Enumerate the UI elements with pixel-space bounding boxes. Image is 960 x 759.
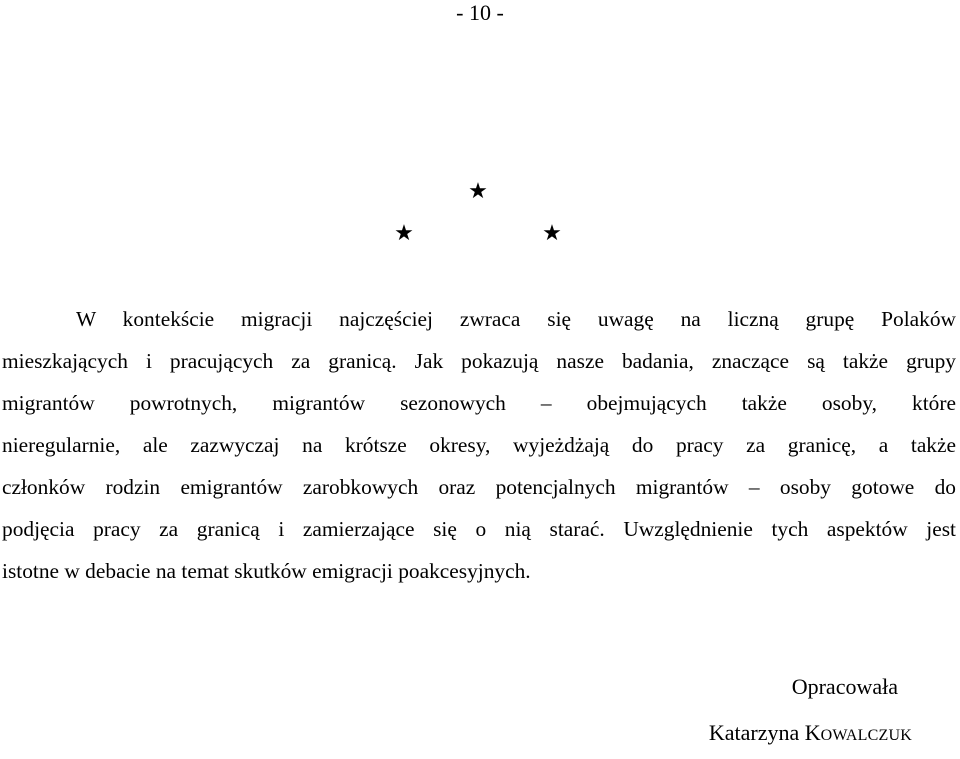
page-number: - 10 - (456, 0, 504, 25)
paragraph-line: członków rodzin emigrantów zarobkowych oraz potencjalnych migrantów – osoby gotowe do (2, 475, 956, 499)
star-ornament-top: ★ (468, 178, 488, 203)
star-ornament-left: ★ (394, 220, 414, 245)
paragraph-line: nieregularnie, ale zazwyczaj na krótsze okresy, wyjeżdżają do pracy za granicę, a także (2, 433, 956, 457)
author-name (709, 710, 912, 759)
paragraph-line: W kontekście migracji najczęściej zwraca się uwagę na liczną grupę Polaków (76, 307, 956, 331)
paragraph-line: mieszkających i pracujących za granicą. Jak pokazują nasze badania, znaczące są także grupy (2, 349, 956, 373)
author-role: Opracowała (791, 674, 898, 699)
author-surname-initial: K (804, 720, 821, 745)
author-first-name: Katarzyna (708, 720, 800, 745)
star-ornament-right: ★ (542, 220, 562, 245)
author-surname-rest: OWALCZUK (820, 727, 912, 744)
body-paragraph (2, 298, 956, 592)
signature-block (709, 664, 912, 759)
paragraph-line: migrantów powrotnych, migrantów sezonowych – obejmujących także osoby, które (2, 391, 956, 415)
paragraph-line: podjęcia pracy za granicą i zamierzające się o nią starać. Uwzględnienie tych aspektów jest (2, 517, 956, 541)
paragraph-line: istotne w debacie na temat skutków emigracji poakcesyjnych. (2, 559, 531, 583)
